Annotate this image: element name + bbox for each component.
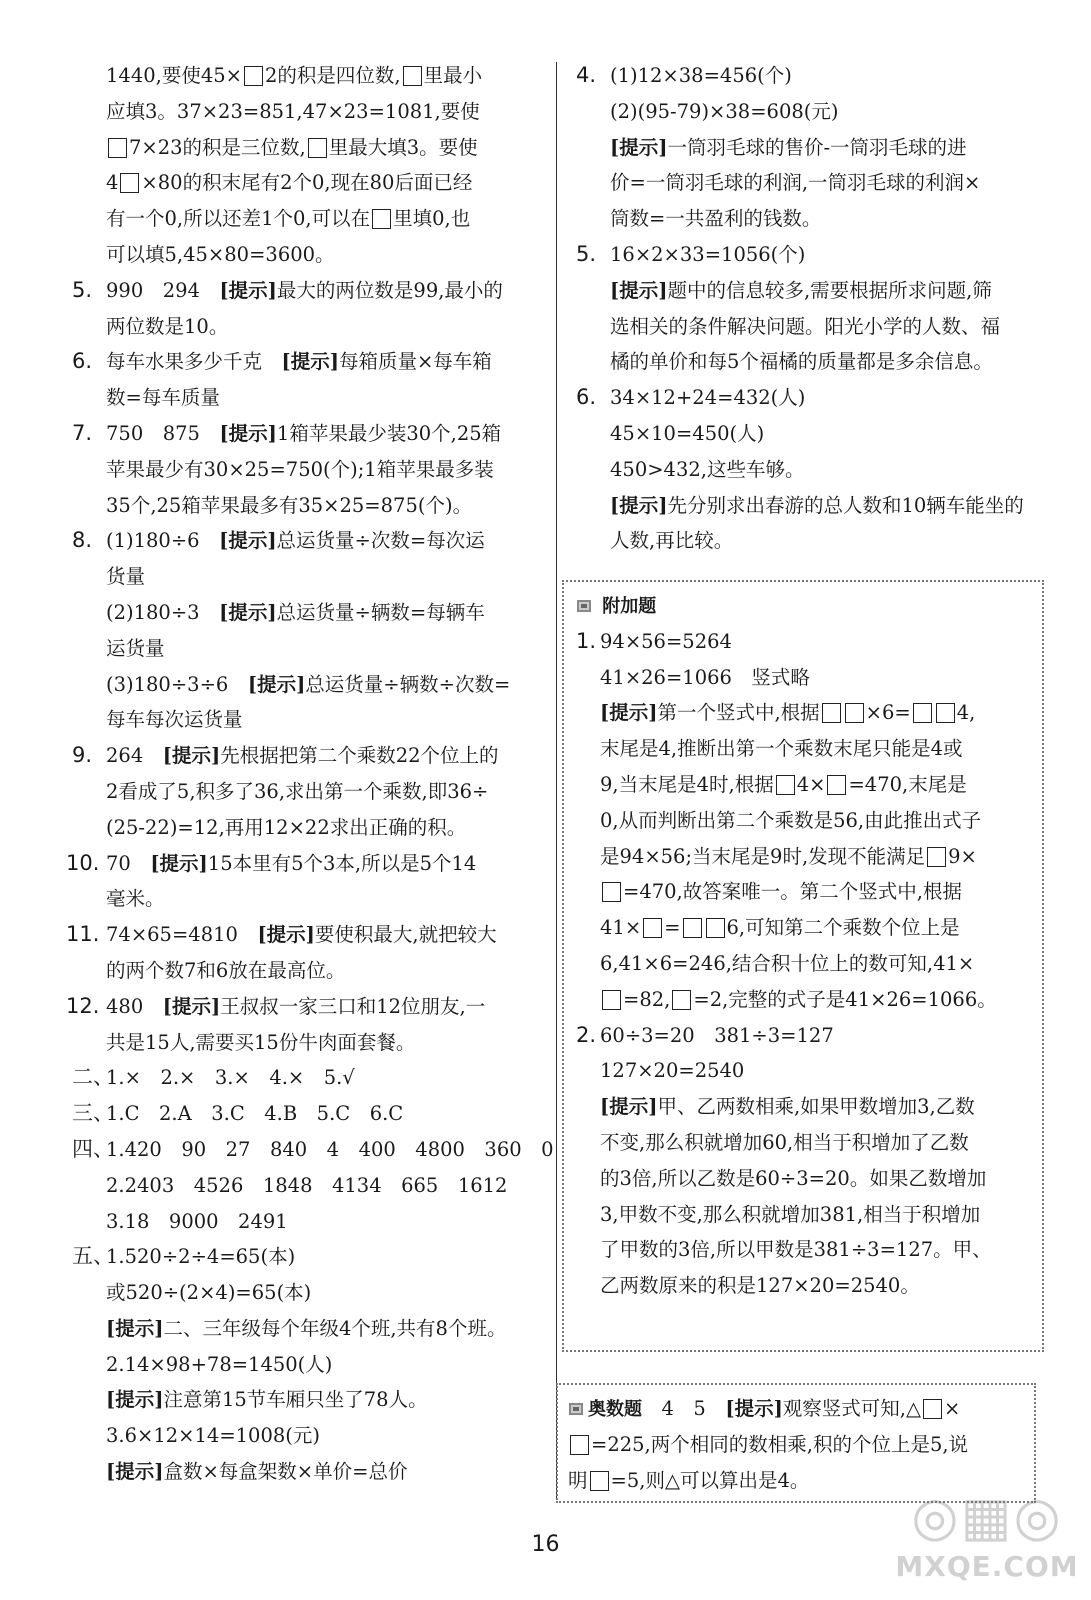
answer-line — [72, 1454, 544, 1490]
answer-line — [576, 731, 1036, 767]
line-text: 2.14×98+78=1450(人) — [106, 1352, 333, 1376]
blank-box — [403, 66, 422, 86]
hint-label: [提示] — [219, 600, 277, 624]
answer-line — [72, 559, 544, 595]
answer-line — [72, 595, 544, 631]
line-text: 可以填5,45×80=3600。 — [106, 242, 335, 266]
answer-line — [576, 416, 1062, 452]
blank-box — [706, 918, 725, 938]
line-text: 74×65=4810 [提示]要使积最大,就把较大 — [106, 923, 497, 947]
blank-box — [923, 1399, 942, 1419]
answer-line — [72, 1239, 544, 1275]
line-text: 127×20=2540 — [600, 1059, 745, 1083]
answer-line — [72, 738, 544, 774]
line-text: 6,41×6=246,结合积十位上的数可知,41× — [600, 951, 975, 975]
hint-label: [提示] — [106, 1316, 164, 1340]
line-text: 4 ×80的积末尾有2个0,现在80后面已经 — [106, 171, 473, 195]
item-number: 二、 — [72, 1065, 114, 1090]
answer-line — [576, 1018, 1036, 1054]
watermark-logo-mark: ◎▦◎ — [911, 1485, 1063, 1548]
hint-label: [提示] — [600, 1095, 658, 1119]
answer-line — [576, 58, 1062, 94]
answer-line — [72, 1168, 544, 1204]
item-number: 6. — [576, 385, 597, 410]
line-text: [提示]注意第15节车厢只坐了78人。 — [106, 1388, 428, 1412]
answer-line — [576, 1125, 1036, 1161]
answer-line — [72, 130, 544, 166]
line-text: 41× = 6,可知第二个乘数个位上是 — [600, 916, 960, 940]
answer-line — [72, 58, 544, 94]
hint-label: [提示] — [281, 350, 339, 374]
line-text: 1.520÷2÷4=65(本) — [106, 1245, 296, 1269]
line-text: 货量 — [106, 565, 146, 589]
line-text: 橘的单价和每5个福橘的质量都是多余信息。 — [610, 350, 993, 374]
answer-line — [576, 624, 1036, 660]
line-text: 750 875 [提示]1箱苹果最少装30个,25箱 — [106, 421, 502, 445]
line-text: 70 [提示]15本里有5个3本,所以是5个14 — [106, 851, 477, 875]
answer-line — [66, 989, 544, 1025]
line-text: 16×2×33=1056(个) — [610, 242, 806, 266]
watermark-url: MXQE.COM — [895, 1550, 1079, 1583]
answer-line — [576, 1161, 1036, 1197]
answer-line — [576, 273, 1062, 309]
blank-box — [372, 209, 391, 229]
blank-box — [570, 1435, 589, 1455]
answer-line — [568, 1391, 1030, 1427]
answer-line — [66, 846, 544, 882]
olympiad-title: 奥数题 — [588, 1399, 642, 1420]
answer-line — [576, 237, 1062, 273]
line-text: [提示]盒数×每盒架数×单价=总价 — [106, 1460, 408, 1484]
blank-box — [602, 882, 621, 902]
answer-line — [72, 380, 544, 416]
watermark-logo — [888, 1482, 1086, 1594]
line-text: 45×10=450(人) — [610, 421, 765, 445]
blank-box — [927, 847, 946, 867]
answer-line — [576, 803, 1036, 839]
hint-label: [提示] — [106, 1388, 164, 1412]
item-number: 5. — [72, 277, 93, 302]
answer-line — [72, 344, 544, 380]
left-column — [66, 58, 554, 1490]
line-text: 264 [提示]先根据把第二个乘数22个位上的 — [106, 744, 499, 768]
answer-line — [72, 881, 544, 917]
answer-line — [72, 667, 544, 703]
line-text: 41×26=1066 竖式略 — [600, 665, 810, 689]
answer-line — [72, 1132, 554, 1168]
extra-questions-header — [576, 588, 1036, 624]
line-text: 3,甲数不变,那么积就增加381,相当于积增加 — [600, 1202, 981, 1226]
answer-line — [72, 273, 544, 309]
line-text: 480 [提示]王叔叔一家三口和12位朋友,一 — [106, 994, 486, 1018]
item-number: 4. — [576, 63, 597, 87]
blank-box — [602, 990, 621, 1010]
blank-box — [845, 703, 864, 723]
line-text: (2)180÷3 [提示]总运货量÷辆数=每辆车 — [106, 600, 485, 624]
answer-line — [576, 165, 1062, 201]
answer-line — [72, 165, 544, 201]
line-text: 2.2403 4526 1848 4134 665 1612 — [106, 1173, 508, 1197]
answer-line — [72, 953, 544, 989]
item-number: 11. — [66, 922, 100, 947]
line-text: 1.420 90 27 840 4 400 4800 360 0 — [106, 1137, 554, 1161]
extra-questions-box — [562, 580, 1044, 1352]
line-text: [提示]二、三年级每个年级4个班,共有8个班。 — [106, 1316, 507, 1340]
line-text: 1.× 2.× 3.× 4.× 5.√ — [106, 1066, 355, 1090]
hint-label: [提示] — [600, 701, 658, 725]
line-text: 毫米。 — [106, 887, 165, 911]
line-text: (1)12×38=456(个) — [610, 64, 792, 87]
line-text: 有一个0,所以还差1个0,可以在 里填0,也 — [106, 207, 471, 231]
line-text: 筒数=一共盈利的钱数。 — [610, 207, 822, 231]
line-text: 60÷3=20 381÷3=127 — [600, 1023, 834, 1047]
page-number: 16 — [531, 1532, 560, 1557]
line-text: (25-22)=12,再用12×22求出正确的积。 — [106, 815, 467, 839]
line-text: [提示]题中的信息较多,需要根据所求问题,筛 — [610, 278, 992, 302]
answer-line — [568, 1427, 1030, 1463]
answer-line — [576, 1197, 1036, 1233]
item-number: 6. — [72, 349, 93, 374]
line-text: 不变,那么积就增加60,相当于积增加了乙数 — [600, 1130, 969, 1154]
blank-box — [244, 66, 263, 86]
line-text: 94×56=5264 — [600, 629, 732, 653]
answer-line — [576, 695, 1036, 731]
line-text: 0,从而判断出第二个乘数是56,由此推出式子 — [600, 808, 982, 832]
line-text: 1440,要使45× 2的积是四位数, 里最小 — [106, 64, 483, 87]
answer-line — [576, 452, 1062, 488]
answer-line — [72, 309, 544, 345]
answer-line — [576, 1268, 1036, 1304]
answer-line — [72, 810, 544, 846]
line-text: 的3倍,所以乙数是60÷3=20。如果乙数增加 — [600, 1166, 987, 1190]
hint-label: [提示] — [610, 135, 668, 159]
line-text: 3.6×12×14=1008(元) — [106, 1424, 320, 1448]
line-text: 34×12+24=432(人) — [610, 386, 806, 410]
item-number: 8. — [72, 528, 93, 553]
blank-box — [672, 990, 691, 1010]
answer-line — [576, 874, 1036, 910]
line-text: 35个,25箱苹果最多有35×25=875(个)。 — [106, 493, 473, 517]
answer-line — [72, 237, 544, 273]
answer-line — [576, 982, 1036, 1018]
blank-box — [822, 703, 841, 723]
line-text: 1.C 2.A 3.C 4.B 5.C 6.C — [106, 1102, 404, 1126]
section-flag-icon — [576, 598, 592, 614]
line-text: 明 =5,则△可以算出是4。 — [568, 1468, 810, 1492]
hint-label: [提示] — [219, 421, 277, 445]
answer-line — [576, 201, 1062, 237]
blank-box — [683, 918, 702, 938]
item-number: 1. — [576, 628, 597, 653]
answer-line — [576, 767, 1036, 803]
answer-line — [576, 309, 1062, 345]
line-text: 选相关的条件解决问题。阳光小学的人数、福 — [610, 314, 1001, 338]
item-number: 2. — [576, 1022, 597, 1047]
line-text: 人数,再比较。 — [610, 529, 734, 553]
line-text: 450>432,这些车够。 — [610, 457, 805, 481]
answer-line — [72, 452, 544, 488]
hint-label: [提示] — [219, 529, 277, 553]
answer-line — [576, 839, 1036, 875]
item-number: 5. — [576, 241, 597, 266]
blank-box — [776, 775, 795, 795]
line-text: 了甲数的3倍,所以甲数是381÷3=127。甲、 — [600, 1238, 992, 1262]
line-text: 是94×56;当末尾是9时,发现不能满足 9× — [600, 844, 977, 868]
line-text: [提示]一筒羽毛球的售价-一筒羽毛球的进 — [610, 135, 967, 159]
answer-line — [72, 1382, 544, 1418]
blank-box — [108, 138, 127, 158]
line-text: 乙两数原来的积是127×20=2540。 — [600, 1274, 920, 1298]
line-text: [提示]第一个竖式中,根据 ×6= 4, — [600, 701, 976, 725]
line-text: 4 5 [提示]观察竖式可知,△ × — [661, 1397, 961, 1420]
answer-line — [72, 1311, 544, 1347]
line-text: 共是15人,需要买15份牛肉面套餐。 — [106, 1030, 416, 1054]
answer-line — [576, 660, 1036, 696]
blank-box — [913, 703, 932, 723]
line-text: [提示]先分别求出春游的总人数和10辆车能坐的 — [610, 493, 1024, 517]
answer-line — [576, 1053, 1036, 1089]
line-text: (1)180÷6 [提示]总运货量÷次数=每次运 — [106, 529, 485, 553]
line-text: 9,当末尾是4时,根据 4× =470,末尾是 — [600, 772, 967, 796]
item-number: 9. — [72, 743, 93, 768]
section-flag-icon — [568, 1401, 584, 1417]
line-text: 每车水果多少千克 [提示]每箱质量×每车箱 — [106, 350, 492, 374]
answer-line — [576, 523, 1062, 559]
blank-box — [590, 1471, 609, 1491]
answer-line — [72, 1060, 544, 1096]
line-text: =225,两个相同的数相乘,积的个位上是5,说 — [568, 1433, 968, 1456]
blank-box — [643, 918, 662, 938]
right-column — [576, 58, 1062, 559]
answer-line — [72, 94, 544, 130]
line-text: 3.18 9000 2491 — [106, 1209, 288, 1233]
line-text: 7×23的积是三位数, 里最大填3。要使 — [106, 136, 478, 159]
line-text: 苹果最少有30×25=750(个);1箱苹果最多装 — [106, 457, 494, 481]
line-text: =470,故答案唯一。第二个竖式中,根据 — [600, 880, 962, 903]
answer-line — [72, 1347, 544, 1383]
line-text: 或520÷(2×4)=65(本) — [106, 1281, 312, 1305]
hint-label: [提示] — [725, 1397, 783, 1420]
blank-box — [120, 173, 139, 193]
answer-line — [72, 488, 544, 524]
answer-line — [72, 416, 544, 452]
hint-label: [提示] — [162, 994, 221, 1018]
answer-line — [72, 1275, 544, 1311]
answer-line — [576, 910, 1036, 946]
hint-label: [提示] — [150, 851, 208, 875]
line-text: 价=一筒羽毛球的利润,一筒羽毛球的利润× — [610, 171, 981, 195]
hint-label: [提示] — [610, 493, 668, 517]
column-divider — [556, 62, 557, 1500]
answer-line — [72, 201, 544, 237]
line-text: 990 294 [提示]最大的两位数是99,最小的 — [106, 278, 503, 302]
item-number: 12. — [66, 993, 100, 1018]
answer-line — [72, 1418, 544, 1454]
answer-line — [72, 1096, 544, 1132]
line-text: 末尾是4,推断出第一个乘数末尾只能是4或 — [600, 737, 963, 761]
line-text: [提示]甲、乙两数相乘,如果甲数增加3,乙数 — [600, 1095, 975, 1119]
answer-line — [576, 380, 1062, 416]
answer-line — [576, 488, 1062, 524]
line-text: 两位数是10。 — [106, 314, 229, 338]
line-text: =82, =2,完整的式子是41×26=1066。 — [600, 988, 997, 1011]
line-text: 应填3。37×23=851,47×23=1081,要使 — [106, 99, 480, 123]
line-text: 2看成了5,积多了36,求出第一个乘数,即36÷ — [106, 779, 489, 803]
answer-line — [72, 1025, 544, 1061]
answer-line — [576, 344, 1062, 380]
hint-label: [提示] — [162, 744, 221, 768]
item-number: 四、 — [72, 1136, 114, 1161]
item-number: 三、 — [72, 1101, 114, 1126]
answer-line — [576, 1232, 1036, 1268]
blank-box — [308, 138, 327, 158]
answer-line — [72, 523, 544, 559]
hint-label: [提示] — [257, 923, 315, 947]
answer-line — [576, 94, 1062, 130]
hint-label: [提示] — [247, 672, 306, 696]
blank-box — [827, 775, 846, 795]
line-text: 的两个数7和6放在最高位。 — [106, 958, 346, 982]
answer-line — [66, 917, 544, 953]
answer-line — [576, 130, 1062, 166]
item-number: 7. — [72, 420, 93, 445]
line-text: (3)180÷3÷6 [提示]总运货量÷辆数÷次数= — [106, 672, 511, 696]
item-number: 五、 — [72, 1244, 114, 1269]
line-text: 运货量 — [106, 636, 165, 660]
answer-line — [72, 1204, 544, 1240]
item-number: 10. — [66, 850, 100, 875]
extra-questions-title: 附加题 — [602, 596, 657, 617]
answer-line — [72, 774, 544, 810]
line-text: (2)(95-79)×38=608(元) — [610, 99, 839, 123]
answer-line — [576, 946, 1036, 982]
hint-label: [提示] — [106, 1460, 164, 1484]
answer-line — [72, 702, 544, 738]
answer-line — [576, 1089, 1036, 1125]
line-text: 每车每次运货量 — [106, 708, 243, 732]
line-text: 数=每车质量 — [106, 386, 220, 410]
blank-box — [936, 703, 955, 723]
hint-label: [提示] — [219, 278, 277, 302]
hint-label: [提示] — [610, 278, 668, 302]
answer-line — [72, 631, 544, 667]
